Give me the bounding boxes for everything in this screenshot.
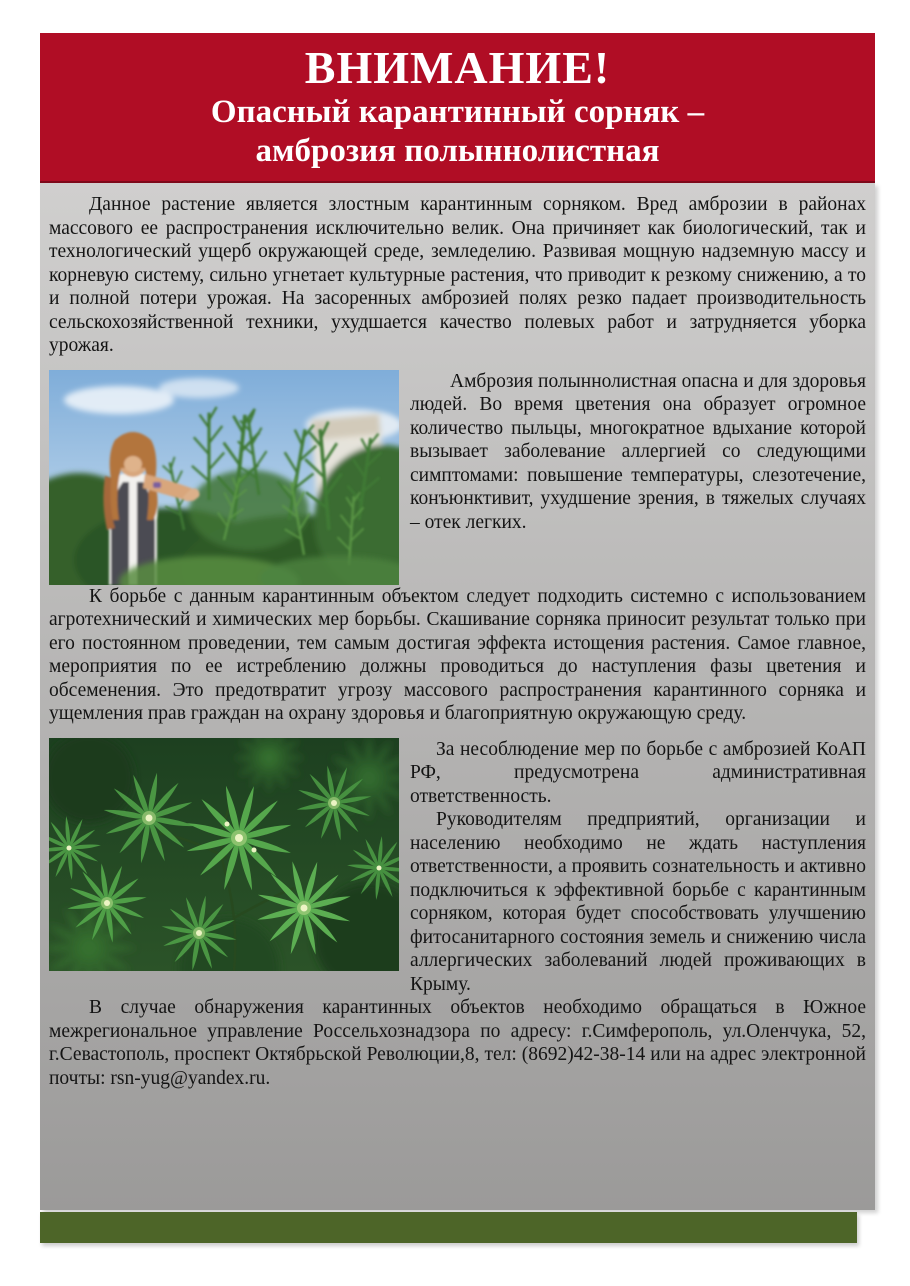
closeup-photo-section (49, 738, 866, 997)
liability-text-column (410, 738, 866, 997)
alert-subtitle-line2: амброзия полыннолистная (255, 133, 660, 169)
paragraph-contacts: В случае обнаружения карантинных объектов необходимо обращаться в Южное межрегиональное управление Россельхознадзора по адресу: г.Симферополь, ул.Оленчука, 52, г.Севастополь, проспект Октябрьской Революции,8, тел: (8692)42-38-14 или на адрес электронной почты: rsn-yug@yandex.ru. (49, 997, 866, 1089)
flyer-body (40, 183, 875, 1210)
alert-subtitle-line1: Опасный карантинный сорняк – (210, 94, 705, 130)
paragraph-liability: За несоблюдение мер по борьбе с амброзией КоАП РФ, предусмотрена административная ответственность. (410, 738, 866, 807)
paragraph-control: К борьбе с данным карантинным объектом следует подходить системно с использованием агротехнический и химических мер борьбы. Скашивание сорняка приносит результат только при его постоянном проведении, тем самым достигая эффекта истощения растения. Самое главное, мероприятия по ее истреблению должны проводиться до наступления фазы цветения и обсеменения. Это предотвратит угрозу массового распространения карантинного сорняка и ущемления прав граждан на охрану здоровья и благоприятную окружающую среду. (49, 585, 866, 724)
footer-bar (40, 1212, 857, 1243)
paragraph-intro: Данное растение является злостным карантинным сорняком. Вред амброзии в районах массового ее распространения исключительно велик. Она причиняет как биологический, так и технологический ущерб окружающей среде, земледелию. Развивая мощную надземную массу и корневую систему, сильно угнетает культурные растения, что приводит к резкому снижению, а то и полной потери урожая. На засоренных амброзией полях резко падает производительность сельскохозяйственной техники, ухудшается качество полевых работ и затрудняется уборка урожая. (49, 194, 866, 356)
paragraph-health: Амброзия полыннолистная опасна и для здоровья людей. Во время цветения она образует огромное количество пыльцы, многократное вдыхание которой вызывает заболевание аллергией со следующими симптомами: повышение температуры, слезотечение, конъюнктивит, ухудшение зрения, в тяжелых случаях – отек легких. (410, 370, 866, 533)
alert-header (40, 33, 875, 183)
ragweed-field-photo (49, 370, 399, 585)
field-photo-section (49, 370, 866, 585)
health-text-column (410, 370, 866, 535)
ragweed-closeup-photo (49, 738, 399, 971)
paragraph-managers: Руководителям предприятий, организации и населению необходимо не ждать наступления ответственности, а проявить сознательность и активно подключиться к эффективной борьбе с карантинным сорняком, которая будет способствовать улучшению фитосанитарного состояния земель и снижению числа аллергических заболеваний людей проживающих в Крыму. (410, 809, 866, 995)
alert-title: ВНИМАНИЕ! (304, 42, 611, 93)
